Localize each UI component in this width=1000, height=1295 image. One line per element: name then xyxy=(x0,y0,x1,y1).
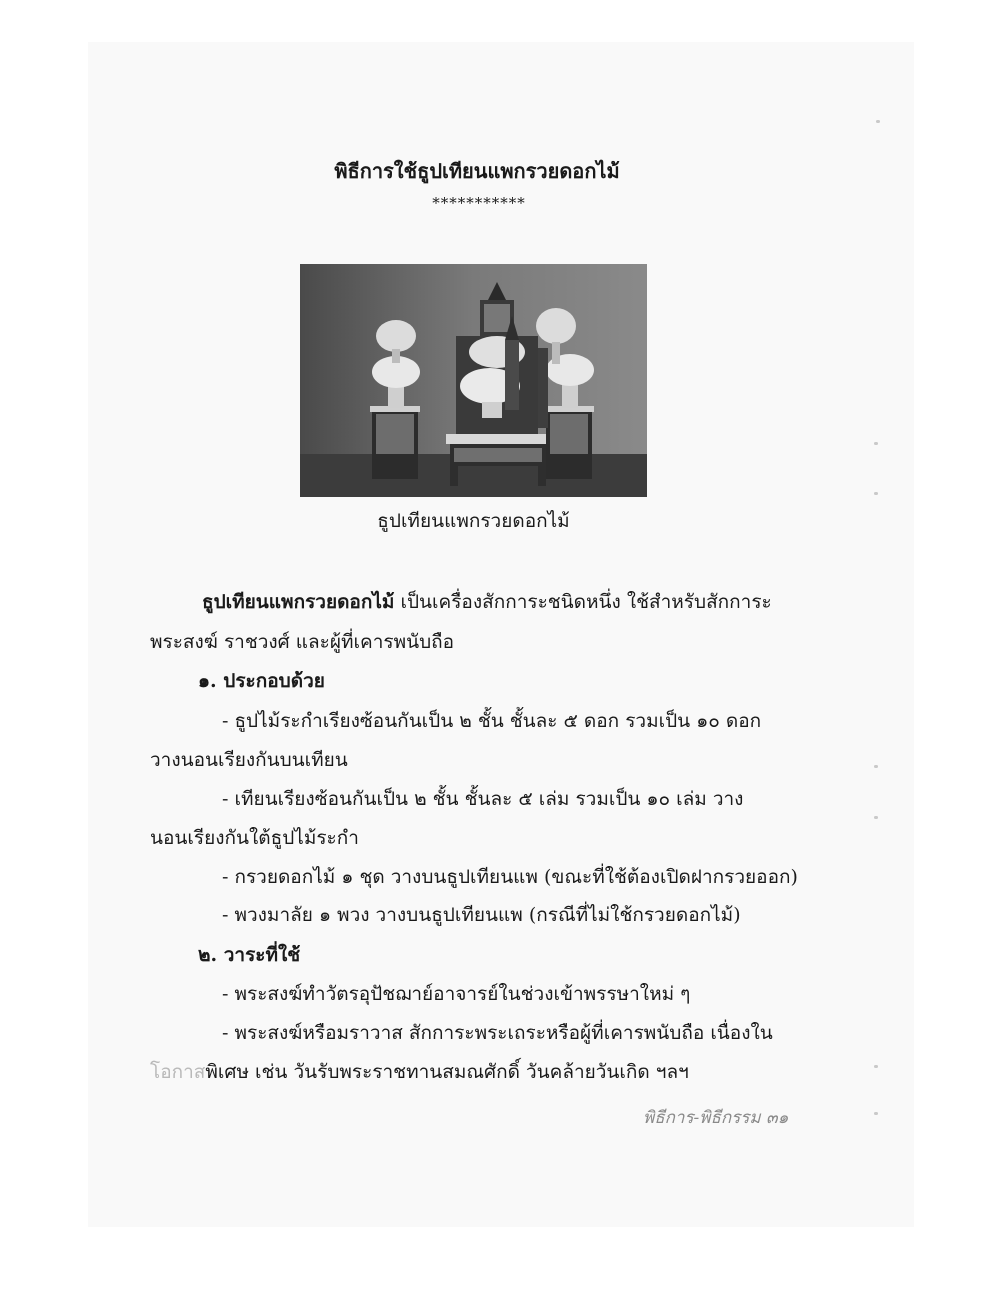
scan-speck xyxy=(874,765,878,768)
scan-speck xyxy=(874,492,878,495)
section-1-item-4: - พวงมาลัย ๑ พวง วางบนธูปเทียนแพ (กรณีที่ไม่ใช้กรวยดอกไม้) xyxy=(222,904,741,926)
figure-caption: ธูปเทียนแพกรวยดอกไม้ xyxy=(377,510,570,532)
intro-line-1-text: เป็นเครื่องสักการะชนิดหนึ่ง ใช้สำหรับสักการะ xyxy=(394,591,772,613)
title-separator: *********** xyxy=(432,194,526,212)
intro-paragraph-line-2: พระสงฆ์ ราชวงศ์ และผู้ที่เคารพนับถือ xyxy=(150,631,455,653)
section-2-item-2-line-2 xyxy=(150,1057,689,1087)
section-2-item-2-line-2-text: พิเศษ เช่น วันรับพระราชทานสมณศักดิ์ วันคล้ายวันเกิด ฯลฯ xyxy=(205,1061,689,1083)
section-1-item-1-line-1: - ธูปไม้ระกำเรียงซ้อนกันเป็น ๒ ชั้น ชั้นละ ๕ ดอก รวมเป็น ๑๐ ดอก xyxy=(222,710,762,732)
section-2-item-2-line-1: - พระสงฆ์หรือมราวาส สักการะพระเถระหรือผู้ที่เคารพนับถือ เนื่องใน xyxy=(222,1022,773,1044)
faded-word: โอกาส xyxy=(150,1061,206,1083)
page-footer: พิธีการ-พิธีกรรม ๓๑ xyxy=(643,1108,789,1128)
section-1-item-1-line-2: วางนอนเรียงกันบนเทียน xyxy=(150,749,348,771)
scan-speck xyxy=(874,1112,878,1115)
section-1-heading: ๑. ประกอบด้วย xyxy=(198,670,325,692)
section-1-item-2-line-2: นอนเรียงกันใต้ธูปไม้ระกำ xyxy=(150,827,359,849)
section-1-item-2-line-1: - เทียนเรียงซ้อนกันเป็น ๒ ชั้น ชั้นละ ๕ เล่ม รวมเป็น ๑๐ เล่ม วาง xyxy=(222,788,744,810)
section-1-item-3: - กรวยดอกไม้ ๑ ชุด วางบนธูปเทียนแพ (ขณะที่ใช้ต้องเปิดฝากรวยออก) xyxy=(222,866,798,888)
scan-speck xyxy=(874,816,878,819)
document-page xyxy=(88,42,914,1227)
scan-speck xyxy=(874,1065,878,1068)
offering-photo xyxy=(300,264,647,497)
intro-paragraph-line-1 xyxy=(202,587,772,617)
intro-bold-term: ธูปเทียนแพกรวยดอกไม้ xyxy=(202,591,395,613)
section-2-heading: ๒. วาระที่ใช้ xyxy=(198,944,301,966)
scan-speck xyxy=(876,120,880,123)
offering-photo-illustration xyxy=(300,264,647,497)
section-2-item-1: - พระสงฆ์ทำวัตรอุปัชฌาย์อาจารย์ในช่วงเข้าพรรษาใหม่ ๆ xyxy=(222,983,691,1005)
scan-speck xyxy=(874,442,878,445)
page-title: พิธีการใช้ธูปเทียนแพกรวยดอกไม้ xyxy=(334,159,620,183)
